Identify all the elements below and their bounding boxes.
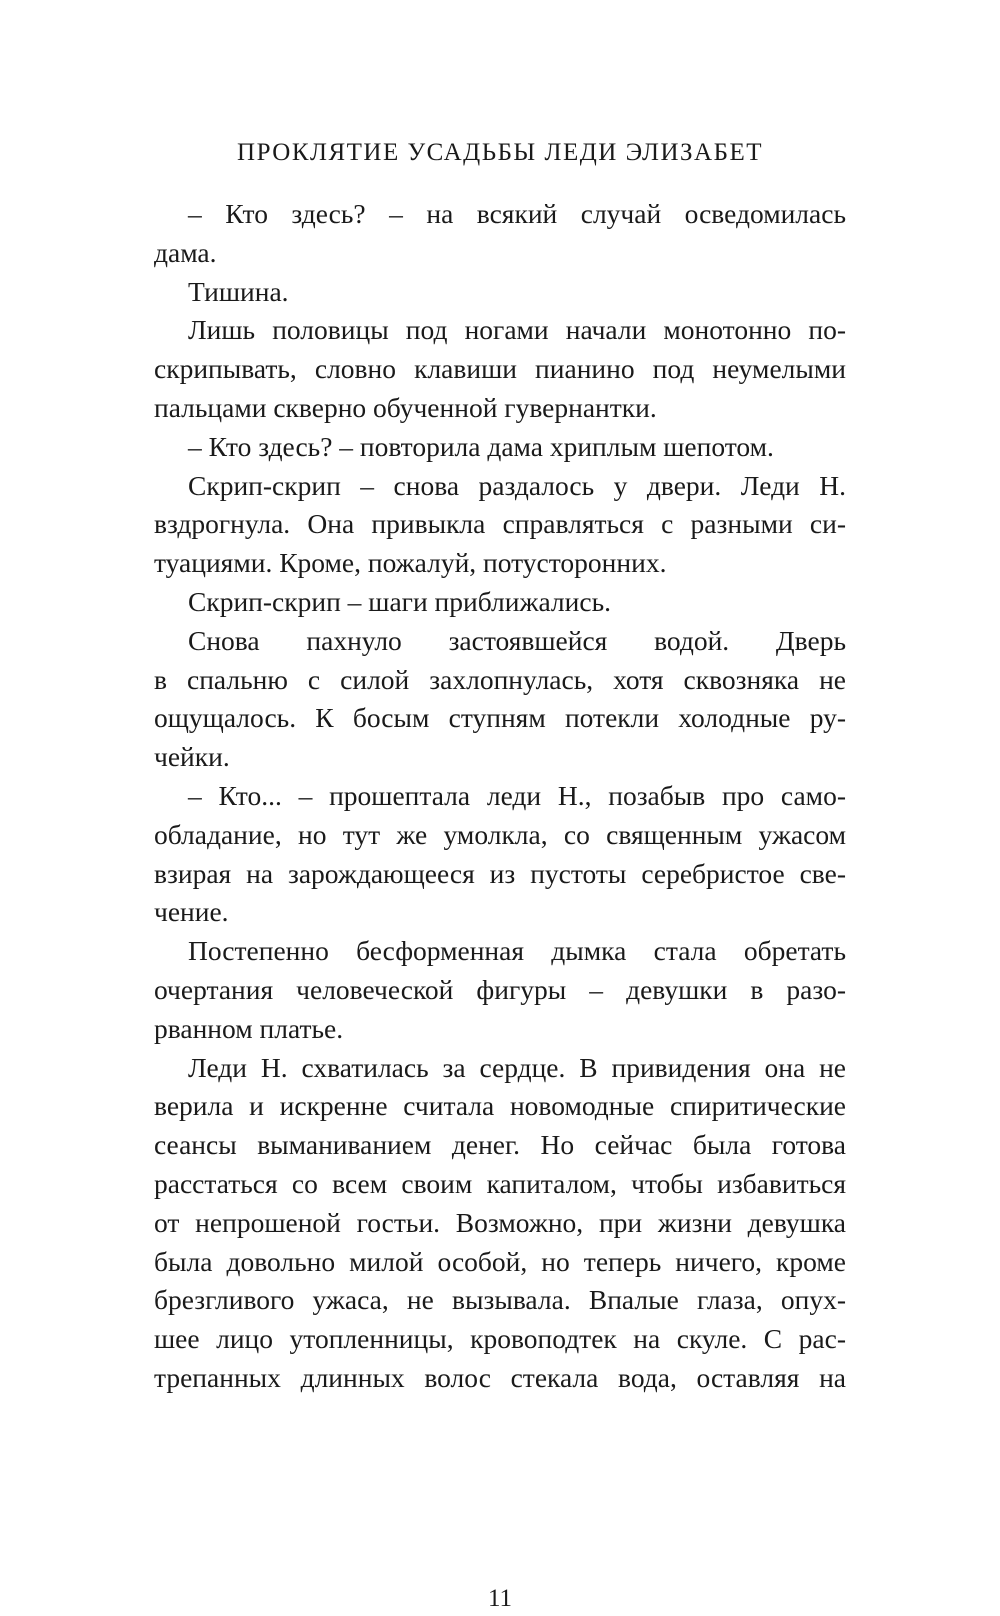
text-line: взирая на зарождающееся из пустоты серебристое све- [154,857,846,889]
text-line: брезгливого ужаса, не вызывала. Впалые глаза, опух- [154,1284,846,1316]
text-line: сеансы выманиванием денег. Но сейчас была готова [154,1129,846,1161]
text-line: Лишь половицы под ногами начали монотонно по- [188,314,846,346]
running-head-title: ПРОКЛЯТИЕ УСАДЬБЫ ЛЕДИ ЭЛИЗАБЕТ [237,139,763,166]
text-line: трепанных длинных волос стекала вода, оставляя на [154,1361,846,1393]
text-line: чение. [154,896,229,928]
text-line: Леди Н. схватилась за сердце. В привидения она не [188,1051,846,1083]
text-line: пальцами скверно обученной гувернантки. [154,391,657,423]
text-line: – Кто... – прошептала леди Н., позабыв про само- [188,779,846,811]
text-line: Тишина. [188,275,289,307]
text-line: дама. [154,236,217,268]
text-line: скрипывать, словно клавиши пианино под неумелыми [154,353,846,385]
text-line: в спальню с силой захлопнулась, хотя сквозняка не [154,663,846,695]
text-line: была довольно милой особой, но теперь ничего, кроме [154,1245,846,1277]
text-line: вздрогнула. Она привыкла справляться с разными си- [154,508,846,540]
text-line: – Кто здесь? – на всякий случай осведомилась [188,198,846,229]
body-text [154,195,846,1398]
text-line: чейки. [154,741,230,773]
text-line: верила и искренне считала новомодные спиритические [154,1090,846,1122]
text-line: рванном платье. [154,1012,344,1044]
text-line: расстаться со всем своим капиталом, чтобы избавиться [154,1167,846,1199]
page-number: 11 [487,1585,513,1612]
text-line: Скрип-скрип – снова раздалось у двери. Леди Н. [188,469,846,501]
text-line: от непрошеной гостьи. Возможно, при жизни девушка [154,1206,846,1238]
text-line: Постепенно бесформенная дымка стала обретать [188,935,846,967]
text-line: Скрип-скрип – шаги приближались. [188,585,611,617]
text-line: Снова пахнуло застоявшейся водой. Дверь [188,624,846,656]
text-line: шее лицо утопленницы, кровоподтек на скуле. С рас- [154,1323,846,1355]
text-line: обладание, но тут же умолкла, со священным ужасом [154,818,846,850]
text-line: очертания человеческой фигуры – девушки в разо- [154,973,846,1005]
text-line: – Кто здесь? – повторила дама хриплым шепотом. [188,430,774,462]
text-line: туациями. Кроме, пожалуй, потусторонних. [154,547,667,579]
text-line: ощущалось. К босым ступням потекли холодные ру- [154,702,846,734]
